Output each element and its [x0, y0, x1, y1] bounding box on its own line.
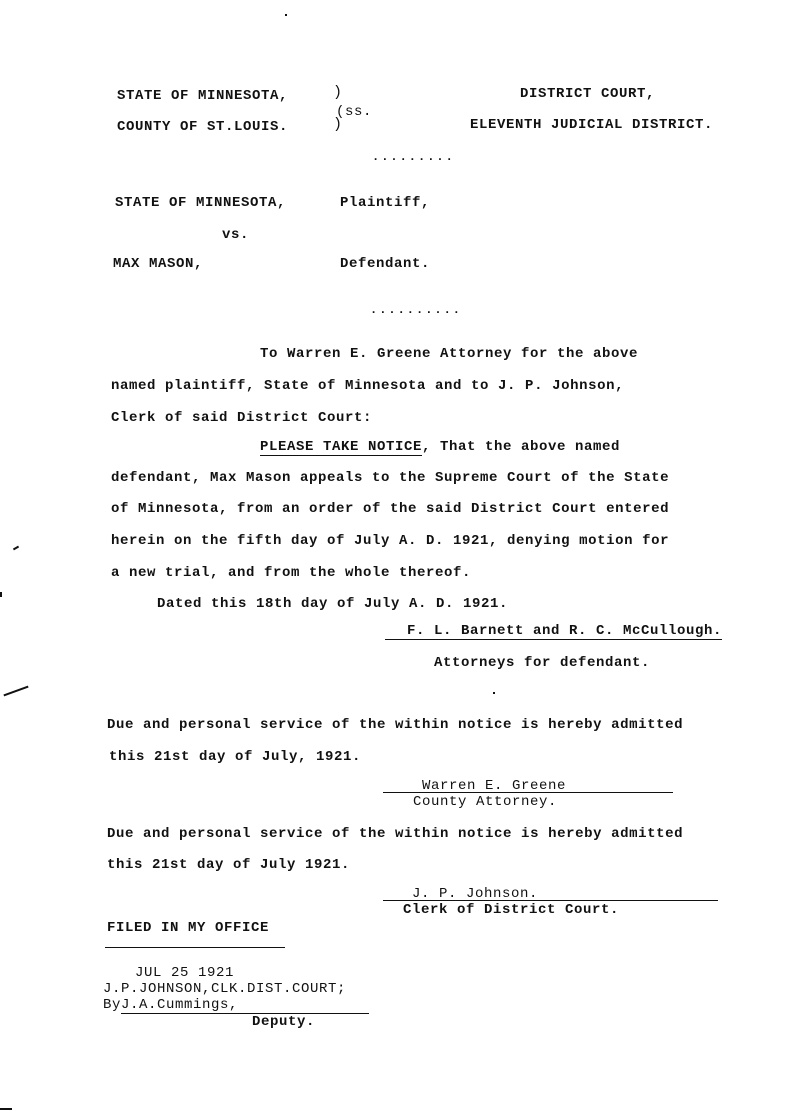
- service-1-line-2: this 21st day of July, 1921.: [109, 749, 362, 765]
- attorneys-title: Attorneys for defendant.: [434, 655, 651, 671]
- notice-body-line-5: a new trial, and from the whole thereof.: [111, 565, 472, 581]
- service-2-signature: J. P. Johnson.: [412, 886, 539, 902]
- caption-district: ELEVENTH JUDICIAL DISTRICT.: [470, 117, 714, 133]
- scan-mark: [0, 592, 2, 597]
- signature-line-2: [383, 900, 718, 901]
- scan-mark: [0, 1108, 12, 1110]
- bracket-bottom: ): [333, 116, 343, 133]
- notice-body-line-2: defendant, Max Mason appeals to the Supreme Court of the State: [111, 470, 670, 486]
- notice-address-line-3: Clerk of said District Court:: [111, 410, 373, 426]
- defendant-name: MAX MASON,: [113, 256, 204, 272]
- notice-body-line-3: of Minnesota, from an order of the said District Court entered: [111, 501, 670, 517]
- ss-label: ss.: [345, 104, 373, 120]
- caption-state: STATE OF MINNESOTA,: [117, 88, 289, 104]
- caption-ss: (ss.: [336, 104, 373, 120]
- service-2-title: Clerk of District Court.: [403, 902, 620, 918]
- please-take-notice: PLEASE TAKE NOTICE: [260, 439, 423, 455]
- filing-heading: FILED IN MY OFFICE: [107, 920, 270, 936]
- scan-mark: [13, 546, 19, 551]
- filing-clerk: J.P.JOHNSON,CLK.DIST.COURT;: [103, 981, 347, 997]
- deputy-name: J.A.Cummings,: [121, 997, 369, 1014]
- service-2-line-1: Due and personal service of the within notice is hereby admitted: [107, 826, 684, 842]
- scan-mark: [3, 686, 28, 697]
- versus-label: vs.: [222, 227, 250, 243]
- filing-by-line: [103, 997, 369, 1014]
- notice-body-line-4: herein on the fifth day of July A. D. 1921, denying motion for: [111, 533, 670, 549]
- attorneys-signature: F. L. Barnett and R. C. McCullough.: [385, 623, 722, 640]
- plaintiff-name: STATE OF MINNESOTA,: [115, 195, 287, 211]
- service-1-line-1: Due and personal service of the within notice is hereby admitted: [107, 717, 684, 733]
- dated-line: Dated this 18th day of July A. D. 1921.: [157, 596, 509, 612]
- notice-body-line-1: [260, 439, 620, 455]
- caption-county: COUNTY OF ST.LOUIS.: [117, 119, 289, 135]
- filing-by-label: By: [103, 997, 122, 1013]
- defendant-role: Defendant.: [340, 256, 431, 272]
- filing-date: JUL 25 1921: [135, 965, 235, 981]
- caption-court: DISTRICT COURT,: [520, 86, 656, 102]
- separator-dots-2: ..........: [370, 303, 463, 317]
- scan-dot: [285, 14, 287, 16]
- service-2-line-2: this 21st day of July 1921.: [107, 857, 351, 873]
- notice-address-line-2: named plaintiff, State of Minnesota and to J. P. Johnson,: [111, 378, 625, 394]
- notice-address-line-1: To Warren E. Greene Attorney for the above: [260, 346, 639, 362]
- notice-body-rest: , That the above named: [422, 439, 621, 455]
- scan-dot: [493, 692, 495, 694]
- signature-line-1: [383, 792, 673, 793]
- service-1-title: County Attorney.: [413, 794, 558, 810]
- service-1-signature: Warren E. Greene: [422, 778, 567, 794]
- attorneys-signature-wrap: [385, 623, 722, 639]
- filing-rule: [105, 947, 285, 948]
- separator-dots: .........: [372, 150, 455, 164]
- bracket-top: ): [333, 84, 343, 101]
- plaintiff-role: Plaintiff,: [340, 195, 431, 211]
- deputy-title: Deputy.: [252, 1014, 316, 1030]
